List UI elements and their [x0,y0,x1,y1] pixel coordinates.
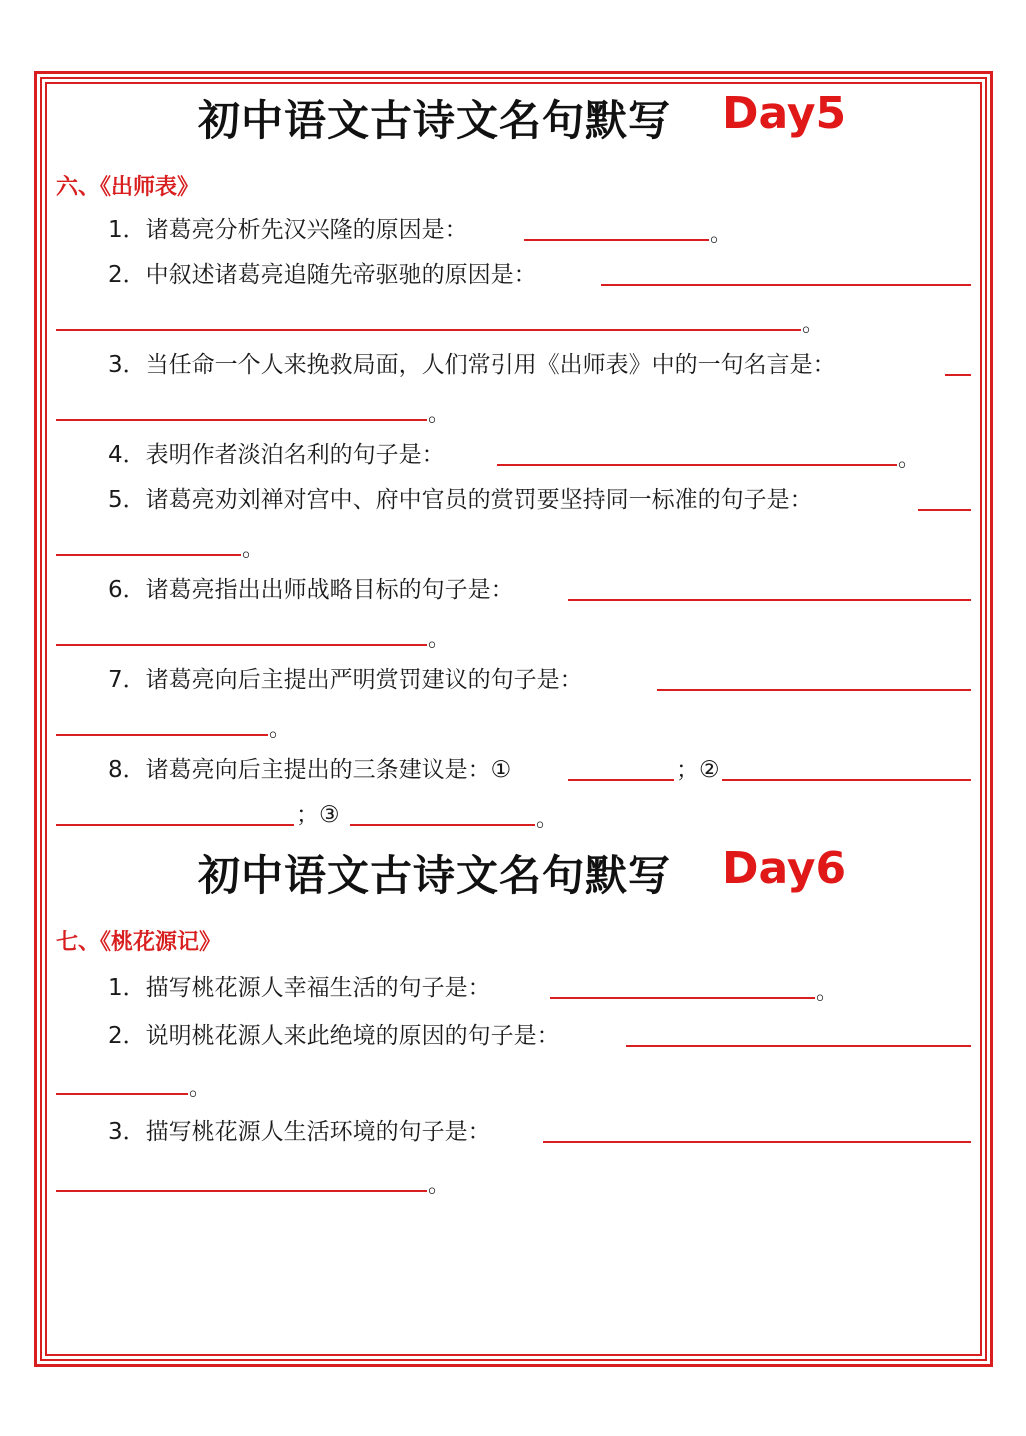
day6-q3-blank-2[interactable] [56,1190,427,1192]
day6-day-label: Day6 [722,843,847,894]
day5-q8-blank-3[interactable] [350,824,535,826]
day5-q6: 6．诸葛亮指出出师战略目标的句子是： [108,577,514,603]
day5-q6-blank-2[interactable] [56,644,427,646]
day6-q3-period: 。 [428,1173,451,1198]
day5-q7: 7．诸葛亮向后主提出严明赏罚建议的句子是： [108,667,583,693]
day5-q8-blank-2a[interactable] [722,779,971,781]
day5-q1-period: 。 [710,222,733,247]
day5-q3: 3．当任命一个人来挽救局面，人们常引用《出师表》中的一句名言是： [108,352,836,378]
day6-title [0,843,1026,903]
day6-q1-blank[interactable] [550,997,815,999]
day5-q4-period: 。 [898,447,921,472]
day6-q2-blank-1[interactable] [626,1045,971,1047]
day6-q3: 3．描写桃花源人生活环境的句子是： [108,1119,491,1145]
day5-q7-blank-2[interactable] [56,734,268,736]
day5-title [0,88,1026,148]
day5-q5-period: 。 [242,537,265,562]
day5-q6-period: 。 [428,627,451,652]
day5-q2-blank-1[interactable] [601,284,971,286]
day5-q3-blank-2[interactable] [56,419,427,421]
day6-q3-blank-1[interactable] [543,1141,971,1143]
day5-section-heading: 六、《出师表》 [56,175,200,200]
day5-q1: 1．诸葛亮分析先汉兴隆的原因是： [108,217,468,243]
day6-q2-period: 。 [189,1076,212,1101]
day5-q8-sep-2: ；② [676,757,720,783]
day5-q8-sep-3: ；③ [296,802,340,828]
day5-title-text: 初中语文古诗文名句默写 [198,96,672,145]
day6-section-heading: 七、《桃花源记》 [56,930,222,955]
day5-q3-period: 。 [428,402,451,427]
day5-q5-blank-1[interactable] [918,509,971,511]
day5-q3-blank-1[interactable] [945,374,971,376]
day6-q2-blank-2[interactable] [56,1093,188,1095]
day5-q5-blank-2[interactable] [56,554,241,556]
day5-q2-blank-2[interactable] [56,329,801,331]
day5-day-label: Day5 [722,88,847,139]
day5-q1-blank[interactable] [524,239,709,241]
day5-q8-blank-1[interactable] [568,779,674,781]
day6-title-text: 初中语文古诗文名句默写 [198,851,672,900]
day6-q1: 1．描写桃花源人幸福生活的句子是： [108,975,491,1001]
day5-q4-blank[interactable] [497,464,897,466]
day6-q1-period: 。 [816,980,839,1005]
day5-q6-blank-1[interactable] [568,599,971,601]
day5-q8-period: 。 [536,807,559,832]
day5-q7-blank-1[interactable] [657,689,971,691]
day5-q2: 2．中叙述诸葛亮追随先帝驱驰的原因是： [108,262,537,288]
day6-q2: 2．说明桃花源人来此绝境的原因的句子是： [108,1023,560,1049]
day5-q8: 8．诸葛亮向后主提出的三条建议是：① [108,757,512,783]
day5-q8-blank-2b[interactable] [56,824,294,826]
day5-q5: 5．诸葛亮劝刘禅对宫中、府中官员的赏罚要坚持同一标准的句子是： [108,487,813,513]
day5-q7-period: 。 [269,717,292,742]
day5-q4: 4．表明作者淡泊名利的句子是： [108,442,445,468]
day5-q2-period: 。 [802,312,825,337]
